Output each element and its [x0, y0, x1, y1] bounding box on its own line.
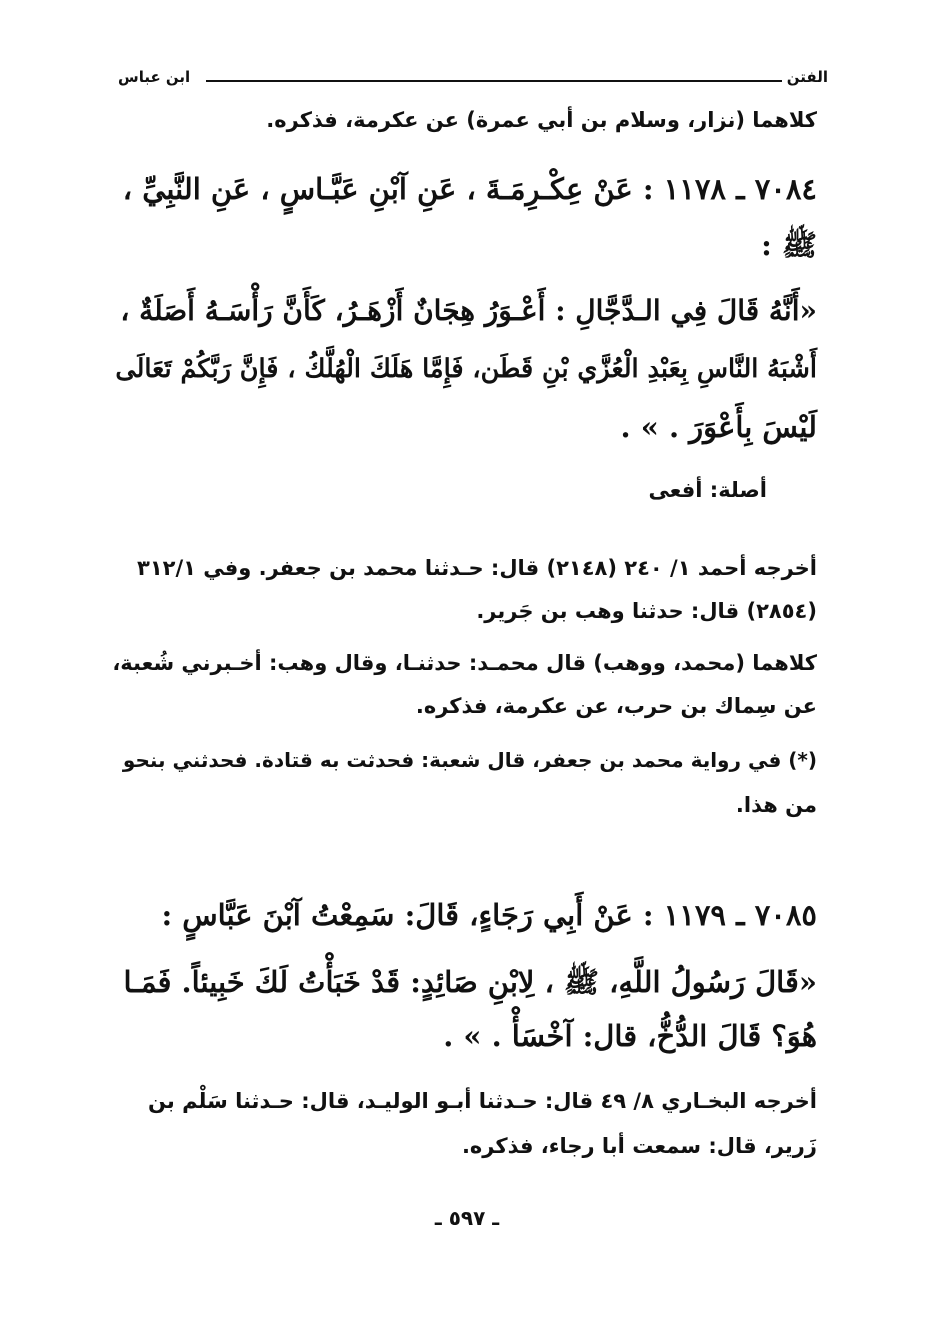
top-continuation-line	[112, 97, 817, 143]
hadith-7084-matn-line-2	[112, 340, 817, 398]
text-line: أَشْبَهُ النَّاسِ بِعَبْدِ الْعُزَّي بْنِ قَطَن، فَإِمَّا هَلَكَ الْهُلَّكُ ، فَإِنَّ رَبَّكُمْ تَعَالَى	[115, 354, 817, 384]
page-number: ـ ٥٩٧ ـ	[434, 1206, 500, 1230]
both-narrators-line-2	[112, 683, 817, 729]
hadith-7084-matn-line-1	[112, 282, 817, 340]
takhrij-7085-line-2	[112, 1123, 817, 1169]
both-narrators-line-1	[112, 640, 817, 686]
text-line: أخرجه البخـاري ٨/ ٤٩ قال: حـدثنا أبـو الوليـد، قال: حـدثنا سَلْم بن	[148, 1089, 817, 1113]
text-line: (*) في رواية محمد بن جعفر، قال شعبة: فحدثت به قتادة. فحدثني بنحو	[122, 748, 817, 772]
note-line-2	[112, 782, 817, 828]
hadith-7084-isnad-end	[112, 216, 817, 274]
running-header	[110, 66, 828, 92]
hadith-7084-isnad	[112, 160, 817, 218]
takhrij-7085-line-1	[112, 1078, 817, 1124]
header-chapter-title: الفتن	[786, 68, 828, 86]
takhrij-7084-line-1	[112, 545, 817, 591]
hadith-7085-matn-line-2	[112, 1007, 817, 1065]
text-line: كلاهما (نزار، وسلام بن أبي عمرة) عن عكرمة، فذكره.	[266, 108, 817, 132]
hadith-7085-isnad	[112, 886, 817, 944]
text-line: عن سِماك بن حرب، عن عكرمة، فذكره.	[415, 694, 817, 718]
text-line: (٢٨٥٤) قال: حدثنا وهب بن جَرير.	[476, 599, 817, 623]
header-section-title: ابن عباس	[118, 68, 191, 86]
text-line: كلاهما (محمد، ووهب) قال محمـد: حدثنـا، وقال وهب: أخـبرني شُعبة،	[112, 651, 817, 675]
text-line: «أَنَّهُ قَالَ فِي الـدَّجَّالِ : أَعْـوَرُ هِجَانٌ أَزْهَـرُ، كَأَنَّ رَأْسَـهُ أَصَلَةٌ ،	[120, 294, 817, 327]
takhrij-7084-line-2	[112, 588, 817, 634]
text-line: هُوَ؟ قَالَ الدُّخُّ، قال: آخْسَأْ . » .	[443, 1019, 817, 1053]
header-rule	[206, 80, 782, 82]
text-line: أخرجه أحمد ١/ ٢٤٠ (٢١٤٨) قال: حـدثنا محمد بن جعفر. وفي ٣١٢/١	[137, 556, 817, 580]
text-line: «قَالَ رَسُولُ اللَّهِ، ﷺ ، لِابْنِ صَائِدٍ: قَدْ خَبَأْتُ لَكَ خَبِيئاً. فَمَـا	[123, 965, 817, 999]
text-line: ٧٠٨٥ ـ ١١٧٩ : عَنْ أَبِي رَجَاءٍ، قَالَ: سَمِعْتُ آبْنَ عَبَّاسٍ :	[161, 898, 817, 932]
text-line: ٧٠٨٤ ـ ١١٧٨ : عَنْ عِكْـرِمَـةَ ، عَنِ آبْنِ عَبَّـاسٍ ، عَنِ النَّبِيِّ ،	[122, 172, 817, 206]
hadith-7085-matn-line-1	[112, 953, 817, 1011]
text-line: ﷺ :	[761, 228, 817, 262]
text-line: أصلة: أفعى	[648, 478, 767, 502]
gloss-line	[112, 467, 767, 513]
hadith-7084-matn-line-3	[112, 398, 817, 456]
text-line: لَيْسَ بِأَعْوَرَ . » .	[620, 410, 817, 444]
text-line: من هذا.	[735, 793, 817, 817]
note-line-1	[112, 737, 817, 783]
text-line: زَرير، قال: سمعت أبا رجاء، فذكره.	[461, 1134, 817, 1158]
